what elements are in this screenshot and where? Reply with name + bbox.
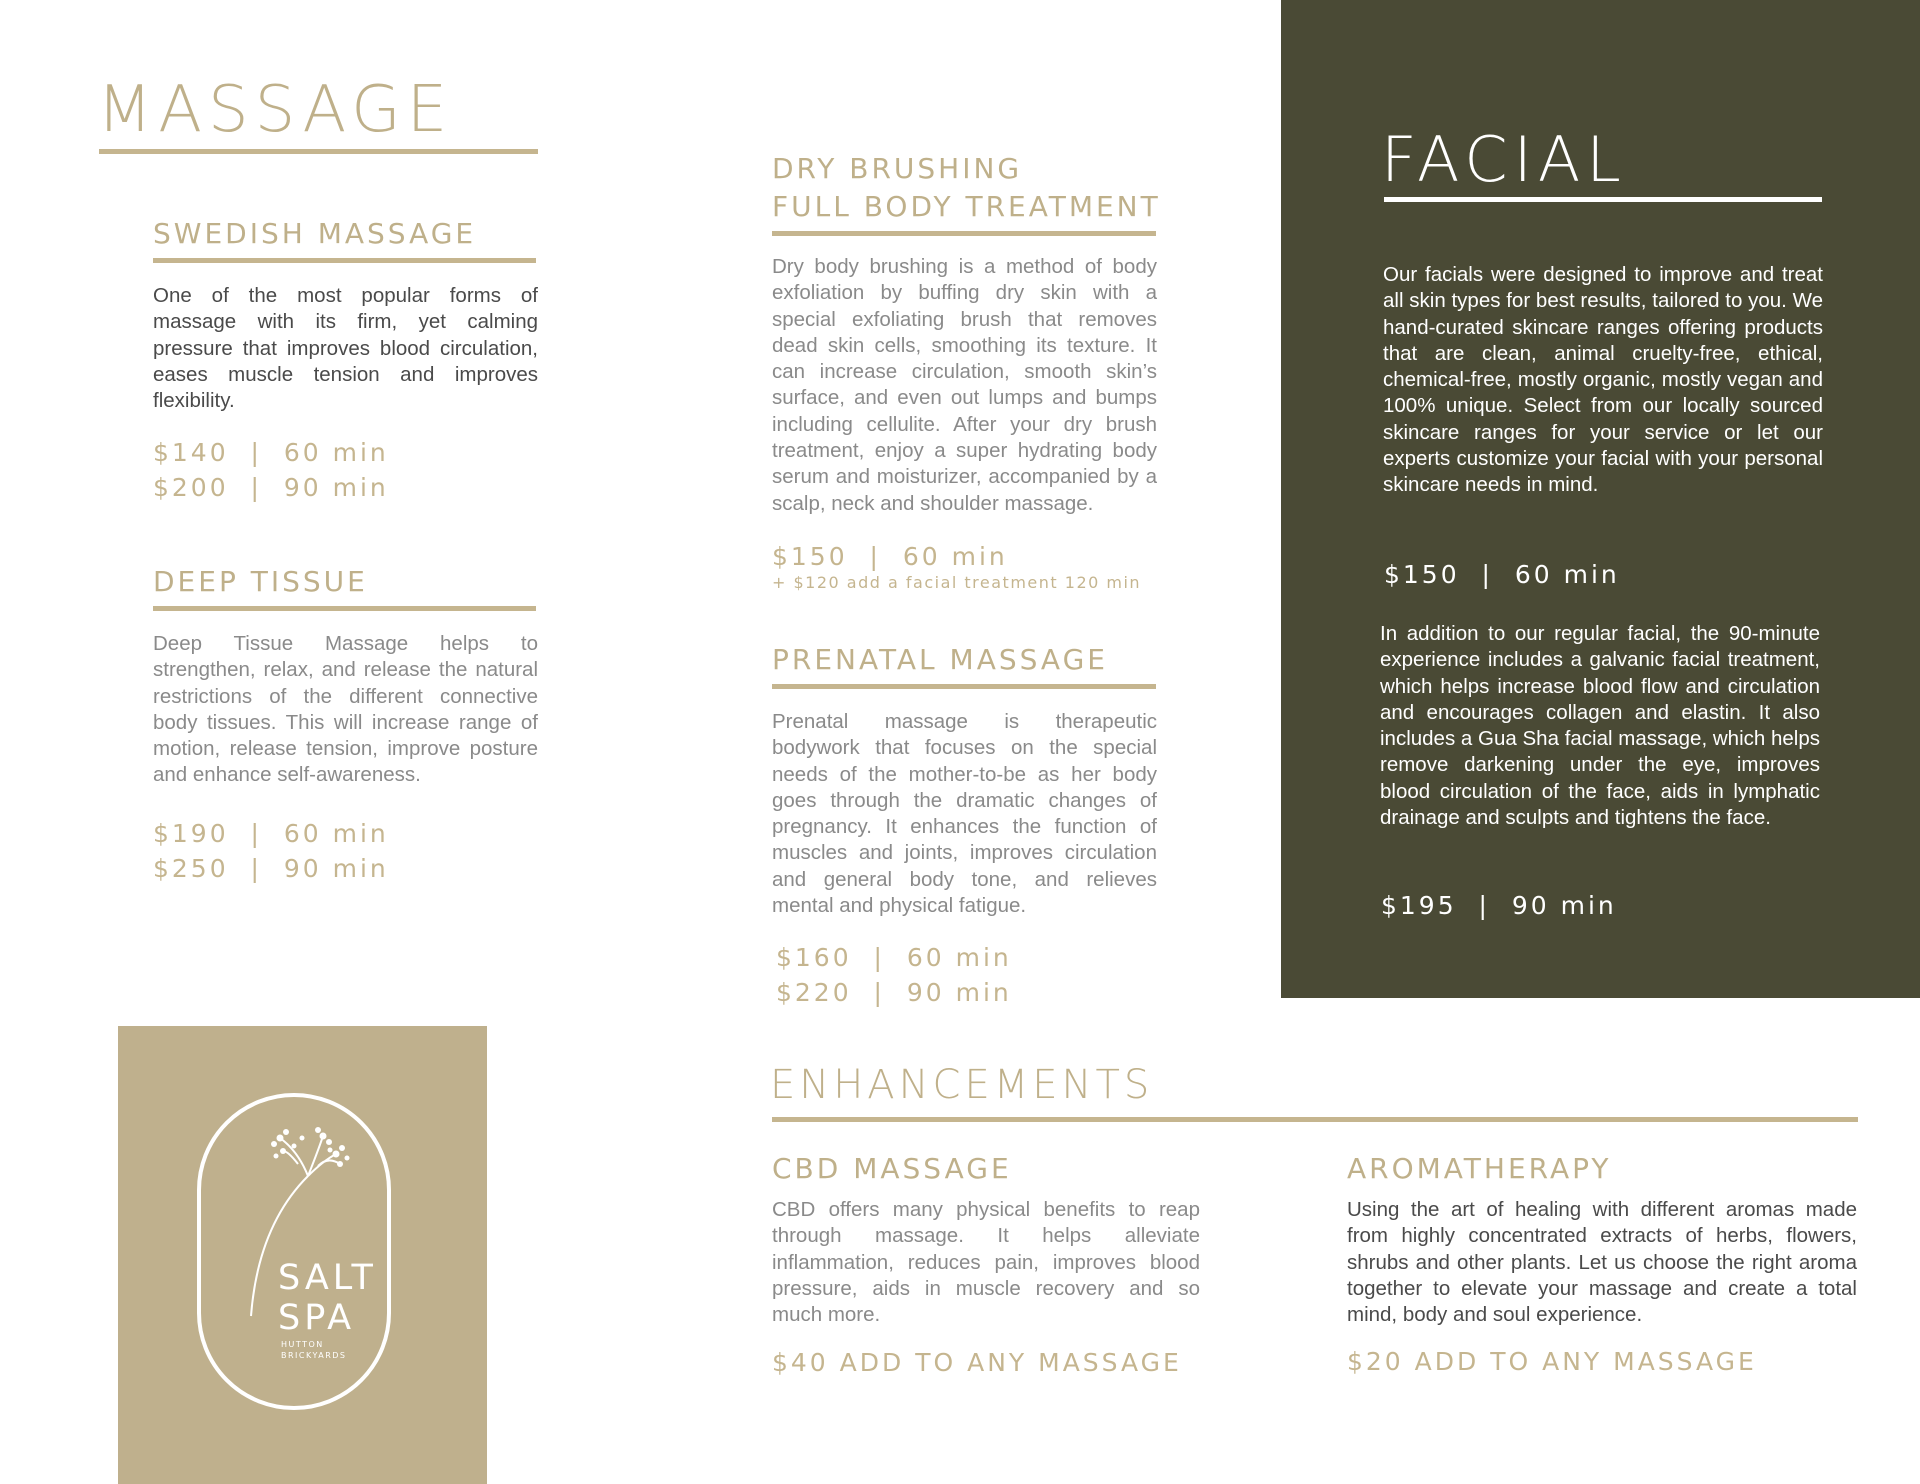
dry-brushing-title-line1: DRY BRUSHING xyxy=(772,152,1023,185)
dry-brushing-rule xyxy=(772,231,1156,236)
deep-tissue-price-90: $250 | 90 min xyxy=(153,854,389,883)
enhancements-rule xyxy=(772,1117,1858,1122)
logo-name-line1: SALT xyxy=(278,1258,377,1298)
facial-price-60: $150 | 60 min xyxy=(1384,560,1620,589)
logo-tagline-line1: HUTTON xyxy=(281,1340,324,1349)
massage-heading: MASSAGE xyxy=(97,73,454,147)
salt-spa-logo xyxy=(118,1026,487,1484)
prenatal-massage-description: Prenatal massage is therapeutic bodywork that focuses on the special needs of the mother-to-be as her body goes through the dramatic changes of pregnancy. It enhances the function of muscles and joints, improves circulation and general body tone, and relieves mental and physical fatigue. xyxy=(772,710,1157,918)
deep-tissue-title: DEEP TISSUE xyxy=(153,565,368,598)
cbd-massage-title: CBD MASSAGE xyxy=(772,1152,1012,1185)
logo-panel xyxy=(118,1026,487,1484)
swedish-massage-title: SWEDISH MASSAGE xyxy=(153,217,477,250)
deep-tissue-rule xyxy=(153,606,536,611)
facial-description-60: Our facials were designed to improve and treat all skin types for best results, tailored to you. We hand-curated skincare ranges offering products that are clean, animal cruelty-free, ethical, chemical-free, mostly organic, mostly vegan and 100% unique. Select from our locally sourced skincare ranges for your service or let our experts customize your facial with your personal skincare needs in mind. xyxy=(1383,263,1823,497)
aromatherapy-price: $20 ADD TO ANY MASSAGE xyxy=(1347,1347,1757,1376)
aromatherapy-title: AROMATHERAPY xyxy=(1347,1152,1612,1185)
cbd-massage-price: $40 ADD TO ANY MASSAGE xyxy=(772,1348,1182,1377)
facial-heading: FACIAL xyxy=(1381,123,1627,196)
facial-panel xyxy=(1281,0,1920,998)
swedish-massage-price-90: $200 | 90 min xyxy=(153,473,389,502)
facial-price-90: $195 | 90 min xyxy=(1381,891,1617,920)
deep-tissue-price-60: $190 | 60 min xyxy=(153,819,389,848)
logo-tagline-line2: BRICKYARDS xyxy=(281,1351,347,1360)
enhancements-heading: ENHANCEMENTS xyxy=(770,1062,1154,1108)
dry-brushing-description: Dry body brushing is a method of body exfoliation by buffing dry skin with a special exfoliating brush that removes dead skin cells, smoothing its texture. It can increase circulation, smooth skin’s surface, and even out lumps and bumps including cellulite. After your dry brush treatment, enjoy a super hydrating body serum and moisturizer, accompanied by a scalp, neck and shoulder massage. xyxy=(772,255,1157,515)
dry-brushing-note: + $120 add a facial treatment 120 min xyxy=(772,573,1142,592)
logo-name-line2: SPA xyxy=(278,1298,356,1338)
prenatal-massage-price-90: $220 | 90 min xyxy=(776,978,1012,1007)
dry-brushing-price: $150 | 60 min xyxy=(772,542,1008,571)
massage-heading-rule xyxy=(99,149,538,154)
cbd-massage-description: CBD offers many physical benefits to reap through massage. It helps alleviate inflammation, reduces pain, improves blood pressure, aids in muscle recovery and so much more. xyxy=(772,1198,1200,1327)
swedish-massage-rule xyxy=(153,258,536,263)
deep-tissue-description: Deep Tissue Massage helps to strengthen, relax, and release the natural restrictions of the different connective body tissues. This will increase range of motion, release tension, improve posture and enhance self-awareness. xyxy=(153,632,538,787)
prenatal-massage-rule xyxy=(772,684,1156,689)
prenatal-massage-title: PRENATAL MASSAGE xyxy=(772,643,1108,676)
prenatal-massage-price-60: $160 | 60 min xyxy=(776,943,1012,972)
aromatherapy-description: Using the art of healing with different aromas made from highly concentrated extracts of herbs, flowers, shrubs and other plants. Let us choose the right aroma together to elevate your massage and create a total mind, body and soul experience. xyxy=(1347,1198,1857,1327)
facial-description-90: In addition to our regular facial, the 90-minute experience includes a galvanic facial treatment, which helps increase blood flow and circulation and encourages collagen and elastin. It also includes a Gua Sha facial massage, which helps remove darkening under the eye, improves blood circulation of the face, aids in lymphatic drainage and sculpts and tightens the face. xyxy=(1380,622,1820,830)
facial-heading-rule xyxy=(1384,197,1822,202)
swedish-massage-description: One of the most popular forms of massage with its firm, yet calming pressure that improves blood circulation, eases muscle tension and improves flexibility. xyxy=(153,284,538,413)
dry-brushing-title-line2: FULL BODY TREATMENT xyxy=(772,190,1161,223)
swedish-massage-price-60: $140 | 60 min xyxy=(153,438,389,467)
